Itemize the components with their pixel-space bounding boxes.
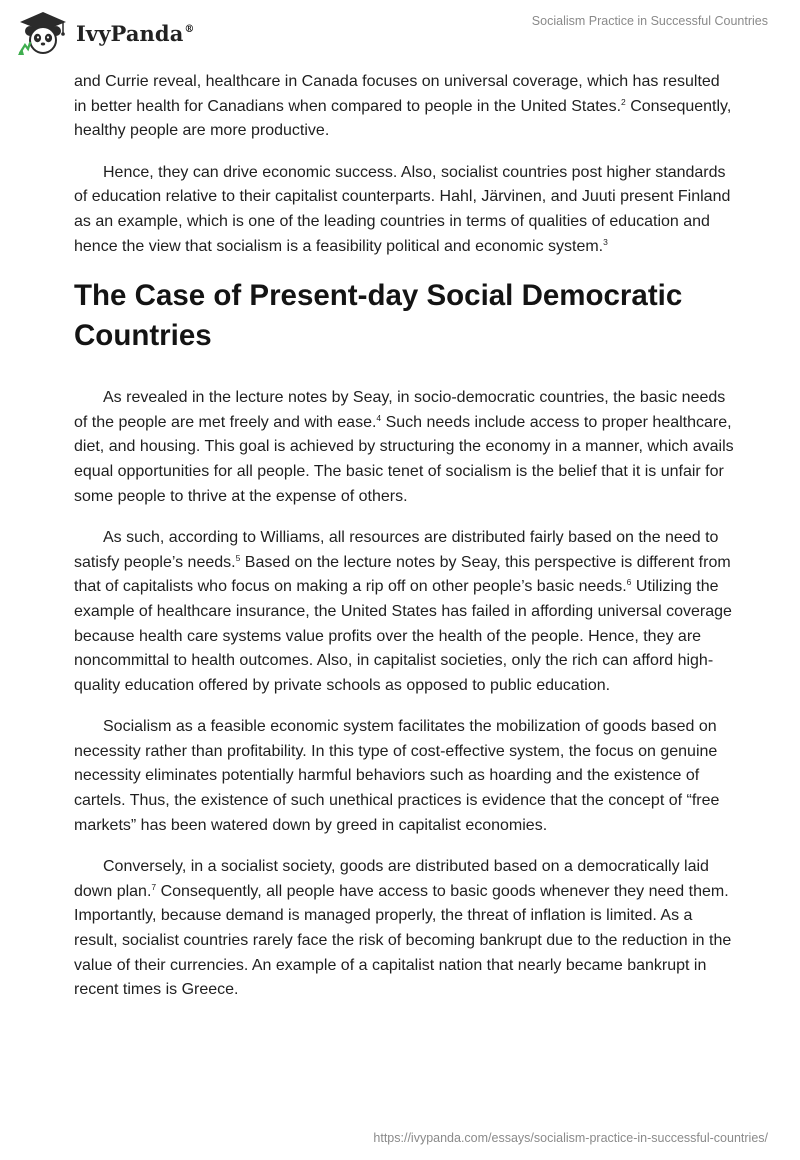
footnote-ref[interactable]: 5: [235, 552, 241, 563]
panda-graduate-icon: [14, 9, 72, 57]
page-header: [0, 0, 800, 70]
source-url[interactable]: https://ivypanda.com/essays/socialism-practice-in-successful-countries/: [373, 1131, 768, 1145]
document-title: Socialism Practice in Successful Countries: [531, 14, 768, 28]
paragraph: Hence, they can drive economic success. Also, socialist countries post higher standards of education relative to their capitalist counterparts. Hahl, Järvinen, and Juuti present Finland as an example, which is one of the leading countries in terms of qualities of education and hence the view that socialism is a feasibility political and economic system.$^3$: [74, 163, 731, 255]
footnote-ref[interactable]: 4: [376, 412, 382, 423]
footnote-ref[interactable]: 3: [603, 236, 608, 247]
paragraph: Socialism as a feasible economic system facilitates the mobilization of goods based on necessity rather than profitability. In this type of cost-effective system, the focus on genuine necessity eliminates potentially harmful behaviors such as hoarding and the existence of cartels. Thus, the existence of such unethical practices is evidence that the concept of “free markets” has been watered down by greed in capitalist economies.: [74, 718, 720, 834]
ivypanda-logo[interactable]: [14, 8, 204, 58]
paragraph: As revealed in the lecture notes by Seay, in socio-democratic countries, the basic needs of the people are met freely and with ease.$^4$ Such needs include access to proper healthcare, diet, and housing. This goal is achieved by structuring the economy in a manner, which avails equal opportunities for all people. The basic tenet of socialism is the belief that it is unfair for some people to thrive at the expense of others.: [74, 389, 734, 505]
brand-name: IvyPanda®: [76, 20, 195, 46]
paragraph: As such, according to Williams, all resources are distributed fairly based on the need to satisfy people’s needs.$^5$ Based on the lecture notes by Seay, this perspective is different from that of capitalists who focus on making a rip off on other people’s basic needs.$^6$ Utilizing the example of healthcare insurance, the United States has failed in affording universal coverage because health care systems value profits over the health of the people. Hence, they are noncommittal to health outcomes. Also, in capitalist societies, only the rich can afford high-quality education offered by private schools as opposed to public education.: [74, 529, 732, 694]
footnote-ref[interactable]: 7: [151, 881, 157, 892]
paragraph: and Currie reveal, healthcare in Canada focuses on universal coverage, which has resulted in better health for Canadians when compared to people in the United States.$^2$ Consequently, healthy people are more productive.: [74, 73, 732, 140]
essay-body: [74, 70, 734, 1020]
paragraph: Conversely, in a socialist society, goods are distributed based on a democratically laid down plan.$^7$ Consequently, all people have access to basic goods whenever they need them. Importantly, because demand is managed properly, the threat of inflation is limited. As a result, socialist countries rarely face the risk of becoming bankrupt due to the reduction in the value of their currencies. An example of a capitalist nation that nearly became bankrupt in recent times is Greece.: [74, 858, 732, 999]
footnote-ref[interactable]: 2: [621, 96, 626, 107]
section-heading: The Case of Present-day Social Democratic Countries: [74, 279, 683, 353]
footnote-ref[interactable]: 6: [626, 577, 632, 588]
